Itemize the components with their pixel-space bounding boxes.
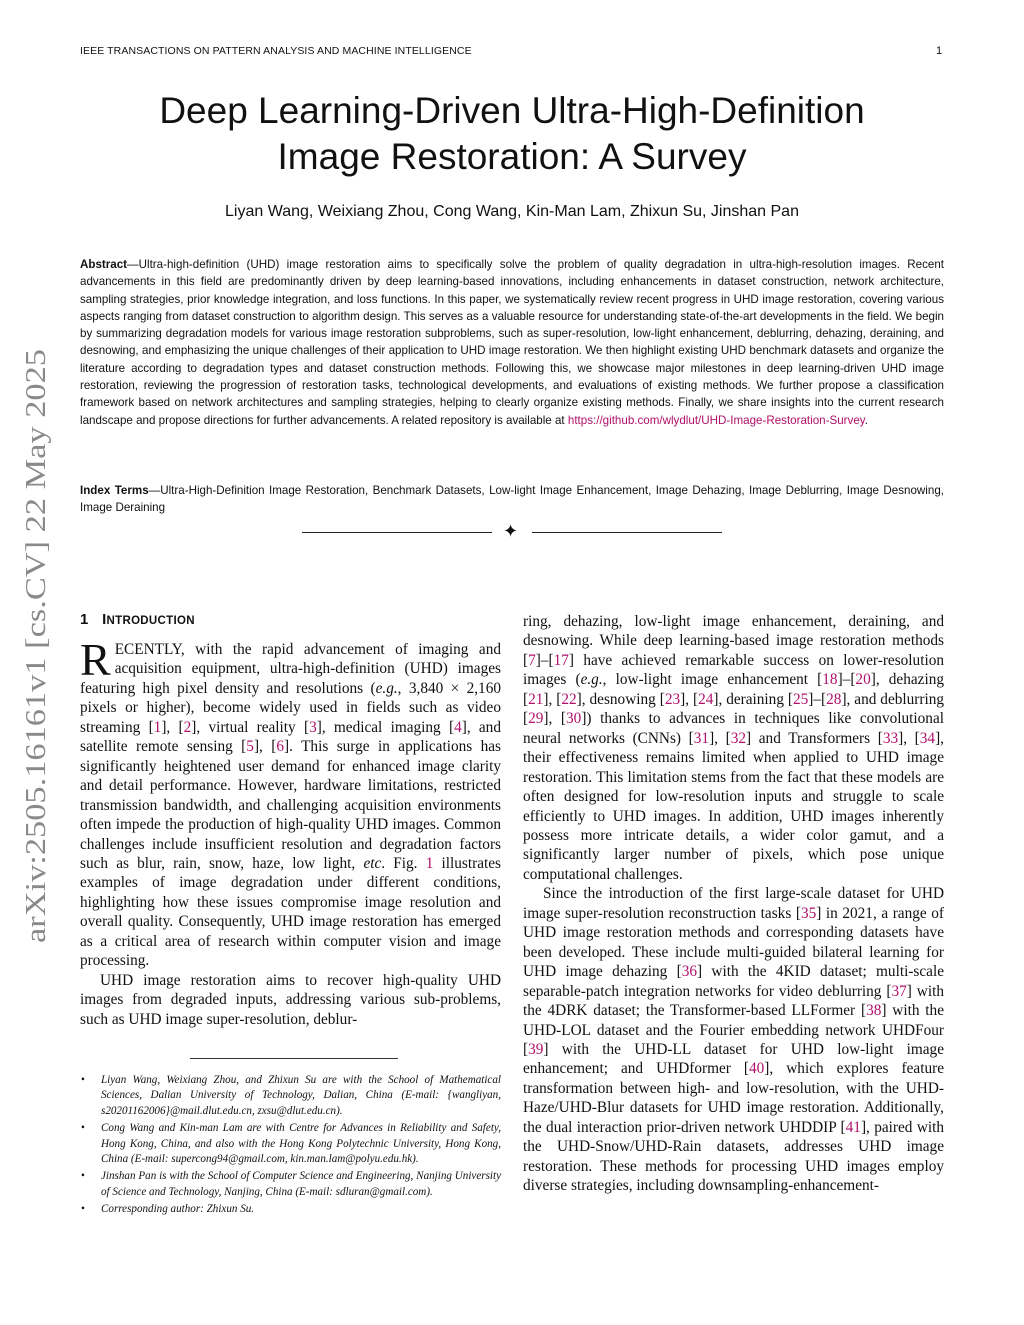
- citation-link[interactable]: 17: [553, 651, 569, 669]
- citation-link[interactable]: 20: [855, 671, 871, 689]
- citation-link[interactable]: 31: [693, 729, 710, 747]
- text-run: ] with the UHD-LL dataset for UHD low-light image enhancement; and UHDformer [: [523, 1040, 944, 1078]
- column-right: [523, 612, 944, 1211]
- text-run: ], their effectiveness remains limited when applied to UHD image restoration. This limitation stems from the fact that these models are often designed for low-resolution inputs and struggle to scale efficiently to UHD images. In addition, UHD images inherently possess more intricate details, a wider color gamut, and a significantly larger number of pixels, which pose unique computational challenges.: [523, 729, 944, 883]
- text-run: ] in 2021, a range of UHD image restoration methods and corresponding datasets have been developed. These include multi-guided bilateral learning for UHD image dehazing [: [523, 904, 944, 981]
- paper-title: [60, 88, 964, 180]
- text-run: . Fig.: [381, 854, 426, 872]
- abstract-text: —Ultra-high-definition (UHD) image restoration aims to specifically solve the problem of quality degradation in ultra-high-resolution images. Recent advancements in this field are predominantly driven by deep learning-based innovations, including enhancements in dataset construction, network architecture, sampling strategies, prior knowledge integration, and loss functions. In this paper, we systematically review recent progress in UHD image restoration, covering various aspects ranging from dataset construction to algorithm design. This serves as a valuable resource for understanding state-of-the-art developments in the field. We begin by summarizing degradation models for various image restoration subproblems, such as super-resolution, low-light enhancement, deblurring, dehazing, deraining, and desnowing, and emphasizing the unique challenges of their application to UHD image restoration. We then highlight existing UHD benchmark datasets and organize the literature according to degradation types and dataset construction methods. Following this, we showcase major milestones in deep learning-driven UHD image restoration, reviewing the progression of restoration tasks, technological developments, and evaluations of existing methods. We further propose a classification framework based on network architectures and sampling strategies, helping to clearly organize existing methods. Finally, we share insights into the current research landscape and propose directions for further advancements. A related repository is available at: [80, 258, 944, 427]
- text-run: ] have achieved remarkable success on lower-resolution images (: [523, 651, 944, 689]
- text-run: , 3,840 × 2,160 pixels or higher), become widely used in fields such as video streaming [: [80, 679, 501, 736]
- page-number: 1: [936, 45, 943, 57]
- text-run: ], dehazing [: [523, 671, 944, 708]
- text-run: ], [: [709, 729, 731, 747]
- intro-paragraph-3: [523, 612, 944, 884]
- citation-link[interactable]: 39: [528, 1040, 544, 1058]
- text-run: ], paired with the UHD-Snow/UHD-Rain datasets, addresses UHD image restoration. These methods for processing UHD images employ diverse strategies, including downsampling-enhancement-: [523, 1118, 945, 1195]
- citation-link[interactable]: 22: [561, 690, 577, 708]
- citation-link[interactable]: 2: [183, 718, 192, 736]
- footnote-list: [80, 1073, 501, 1220]
- section-number: 1: [80, 611, 89, 628]
- citation-link[interactable]: 36: [681, 963, 698, 981]
- citation-link[interactable]: 40: [749, 1060, 765, 1078]
- text-run: ], medical imaging [: [316, 718, 455, 736]
- arxiv-stamp: [5, 345, 55, 945]
- index-terms-text: —Ultra-High-Definition Image Restoration, Benchmark Datasets, Low-light Image Enhancement, Image Dehazing, Image Deblurring, Image Desnowing, Image Deraining: [80, 484, 944, 515]
- index-terms: [80, 482, 944, 517]
- text-run: illustrates examples of image degradation under different conditions, highlighting how these issues compromise image resolution and overall quality. Consequently, UHD image restoration has emerged as a critical area of research within computer vision and image processing.: [80, 854, 501, 970]
- citation-link[interactable]: 3: [309, 718, 317, 736]
- citation-link[interactable]: 37: [891, 982, 907, 1000]
- column-left: [80, 634, 502, 1044]
- separator-rule-right: [532, 532, 722, 533]
- index-terms-label: Index Terms: [80, 484, 149, 497]
- text-run: ]) thanks to advances in techniques like convolutional neural networks (CNNs) [: [523, 710, 944, 747]
- separator-rule-left: [302, 532, 492, 533]
- abstract-label: Abstract: [80, 258, 128, 271]
- text-run: ring, dehazing, low-light image enhancement, deraining, and desnowing. While deep learning-based image restoration methods [: [523, 613, 944, 669]
- footnote-item: • Corresponding author: Zhixun Su.: [80, 1202, 501, 1217]
- text-run: ], which explores feature transformation between high- and low-resolution, with the UHD-Haze/UHD-Blur datasets for UHD image restoration. Additionally, the dual interaction prior-driven network UHDDIP [: [523, 1060, 944, 1136]
- section-title-rest: NTRODUCTION: [106, 615, 195, 627]
- text-run: ] with the UHD-LOL dataset and the Fourier embedding network UHDFour [: [523, 1002, 944, 1058]
- citation-link[interactable]: 18: [822, 671, 838, 689]
- text-run: ], [: [253, 738, 277, 756]
- citation-link[interactable]: 24: [698, 690, 714, 708]
- citation-link[interactable]: 7: [528, 651, 536, 669]
- text-run: ], desnowing [: [576, 690, 665, 708]
- footnote-item: • Liyan Wang, Weixiang Zhou, and Zhixun Su are with the School of Mathematical Sciences, Dalian University of Technology, Dalian, China (E-mail: {wangliyan, s20201162006}@mail.dlut.edu.cn, zxsu@dlut.edu.cn).: [80, 1073, 501, 1119]
- text-run: ]–[: [808, 690, 827, 708]
- citation-link[interactable]: 38: [866, 1002, 882, 1020]
- arxiv-stamp-text: arXiv:2505.16161v1 [cs.CV] 22 May 2025: [21, 459, 52, 943]
- citation-link[interactable]: 25: [793, 690, 809, 708]
- text-run: ], [: [543, 690, 562, 708]
- citation-link[interactable]: 35: [800, 904, 817, 922]
- text-run: ], virtual reality [: [191, 718, 310, 736]
- intro-paragraph-1: [80, 634, 502, 971]
- citation-link[interactable]: 6: [276, 738, 285, 756]
- text-run: ]–[: [535, 651, 554, 669]
- text-run: e.g.: [580, 671, 603, 689]
- text-run: ], [: [898, 729, 920, 747]
- text-run: Since the introduction of the first large-scale dataset for UHD image super-resolution reconstruction tasks [: [523, 885, 944, 922]
- citation-link[interactable]: 21: [528, 690, 544, 708]
- text-run: ]–[: [837, 671, 856, 689]
- text-run: ]. This surge in applications has significantly heightened user demand for enhanced image clarity and detail performance. However, hardware limitations, restricted transmission bandwidth, and challenging acquisition environments often impede the production of high-quality UHD images. Common challenges include insufficient resolution and degradation factors such as blur, rain, snow, haze, low light,: [80, 738, 502, 872]
- intro-paragraph-2: UHD image restoration aims to recover high-quality UHD images from degraded inputs, addressing various sub-problems, such as UHD image super-resolution, deblur-: [80, 971, 501, 1028]
- text-run: etc: [363, 854, 382, 872]
- title-line-1: Deep Learning-Driven Ultra-High-Definition: [159, 90, 865, 131]
- citation-link[interactable]: 28: [826, 690, 842, 708]
- text-run: ] with the 4KID dataset; multi-scale separable-patch integration networks for video deblurring [: [523, 963, 944, 1000]
- citation-link[interactable]: 33: [882, 729, 899, 747]
- section-title-initial: I: [102, 611, 107, 628]
- running-header: IEEE TRANSACTIONS ON PATTERN ANALYSIS AND MACHINE INTELLIGENCE: [80, 45, 472, 57]
- abstract: [80, 256, 944, 429]
- text-run: ], deraining [: [713, 690, 793, 708]
- text-run: ] with the 4DRK dataset; the Transformer-based LLFormer [: [523, 982, 944, 1020]
- citation-link[interactable]: 41: [845, 1118, 861, 1136]
- intro-paragraph-4: [523, 884, 944, 1195]
- section-heading: [80, 611, 195, 628]
- text-run: ] and Transformers [: [746, 729, 883, 747]
- text-run: ], [: [543, 710, 567, 728]
- abstract-end: .: [864, 413, 868, 427]
- title-line-2: Image Restoration: A Survey: [277, 136, 747, 177]
- citation-link[interactable]: 34: [919, 729, 936, 747]
- author-list: Liyan Wang, Weixiang Zhou, Cong Wang, Kin-Man Lam, Zhixun Su, Jinshan Pan: [225, 203, 799, 220]
- footnote-item: • Cong Wang and Kin-man Lam are with Centre for Advances in Reliability and Safety, Hong Kong, China, and also with the Hong Kong Polytechnic University, Hong Kong, China (E-mail: supercong94@gmail.com, kin.man.lam@polyu.edu.hk).: [80, 1121, 501, 1167]
- text-run: e.g.: [375, 679, 398, 697]
- citation-link[interactable]: 4: [454, 718, 462, 736]
- citation-link[interactable]: 30: [566, 710, 582, 728]
- drop-cap: R: [80, 634, 111, 685]
- separator-diamond-icon: ✦: [503, 521, 519, 541]
- citation-link[interactable]: 23: [664, 690, 681, 708]
- text-run: ], [: [680, 690, 699, 708]
- figure-link[interactable]: 1: [425, 854, 434, 872]
- citation-link[interactable]: 32: [730, 729, 747, 747]
- citation-link[interactable]: 5: [246, 738, 254, 756]
- text-run: ECENTLY, with the rapid advancement of imaging and acquisition equipment, ultra-high-definition (UHD) images featuring high pixel density and resolutions (: [80, 641, 501, 697]
- citation-link[interactable]: 1: [153, 718, 162, 736]
- text-run: ], and deblurring [: [523, 690, 945, 728]
- text-run: , low-light image enhancement [: [602, 671, 823, 689]
- text-run: ], [: [161, 718, 184, 736]
- repository-link[interactable]: https://github.com/wlydlut/UHD-Image-Restoration-Survey: [567, 413, 865, 427]
- text-run: ], and satellite remote sensing [: [80, 718, 501, 756]
- footnote-item: • Jinshan Pan is with the School of Computer Science and Engineering, Nanjing University of Science and Technology, Nanjing, China (E-mail: sdluran@gmail.com).: [80, 1169, 501, 1200]
- footnote-rule: [190, 1058, 398, 1059]
- citation-link[interactable]: 29: [528, 710, 544, 728]
